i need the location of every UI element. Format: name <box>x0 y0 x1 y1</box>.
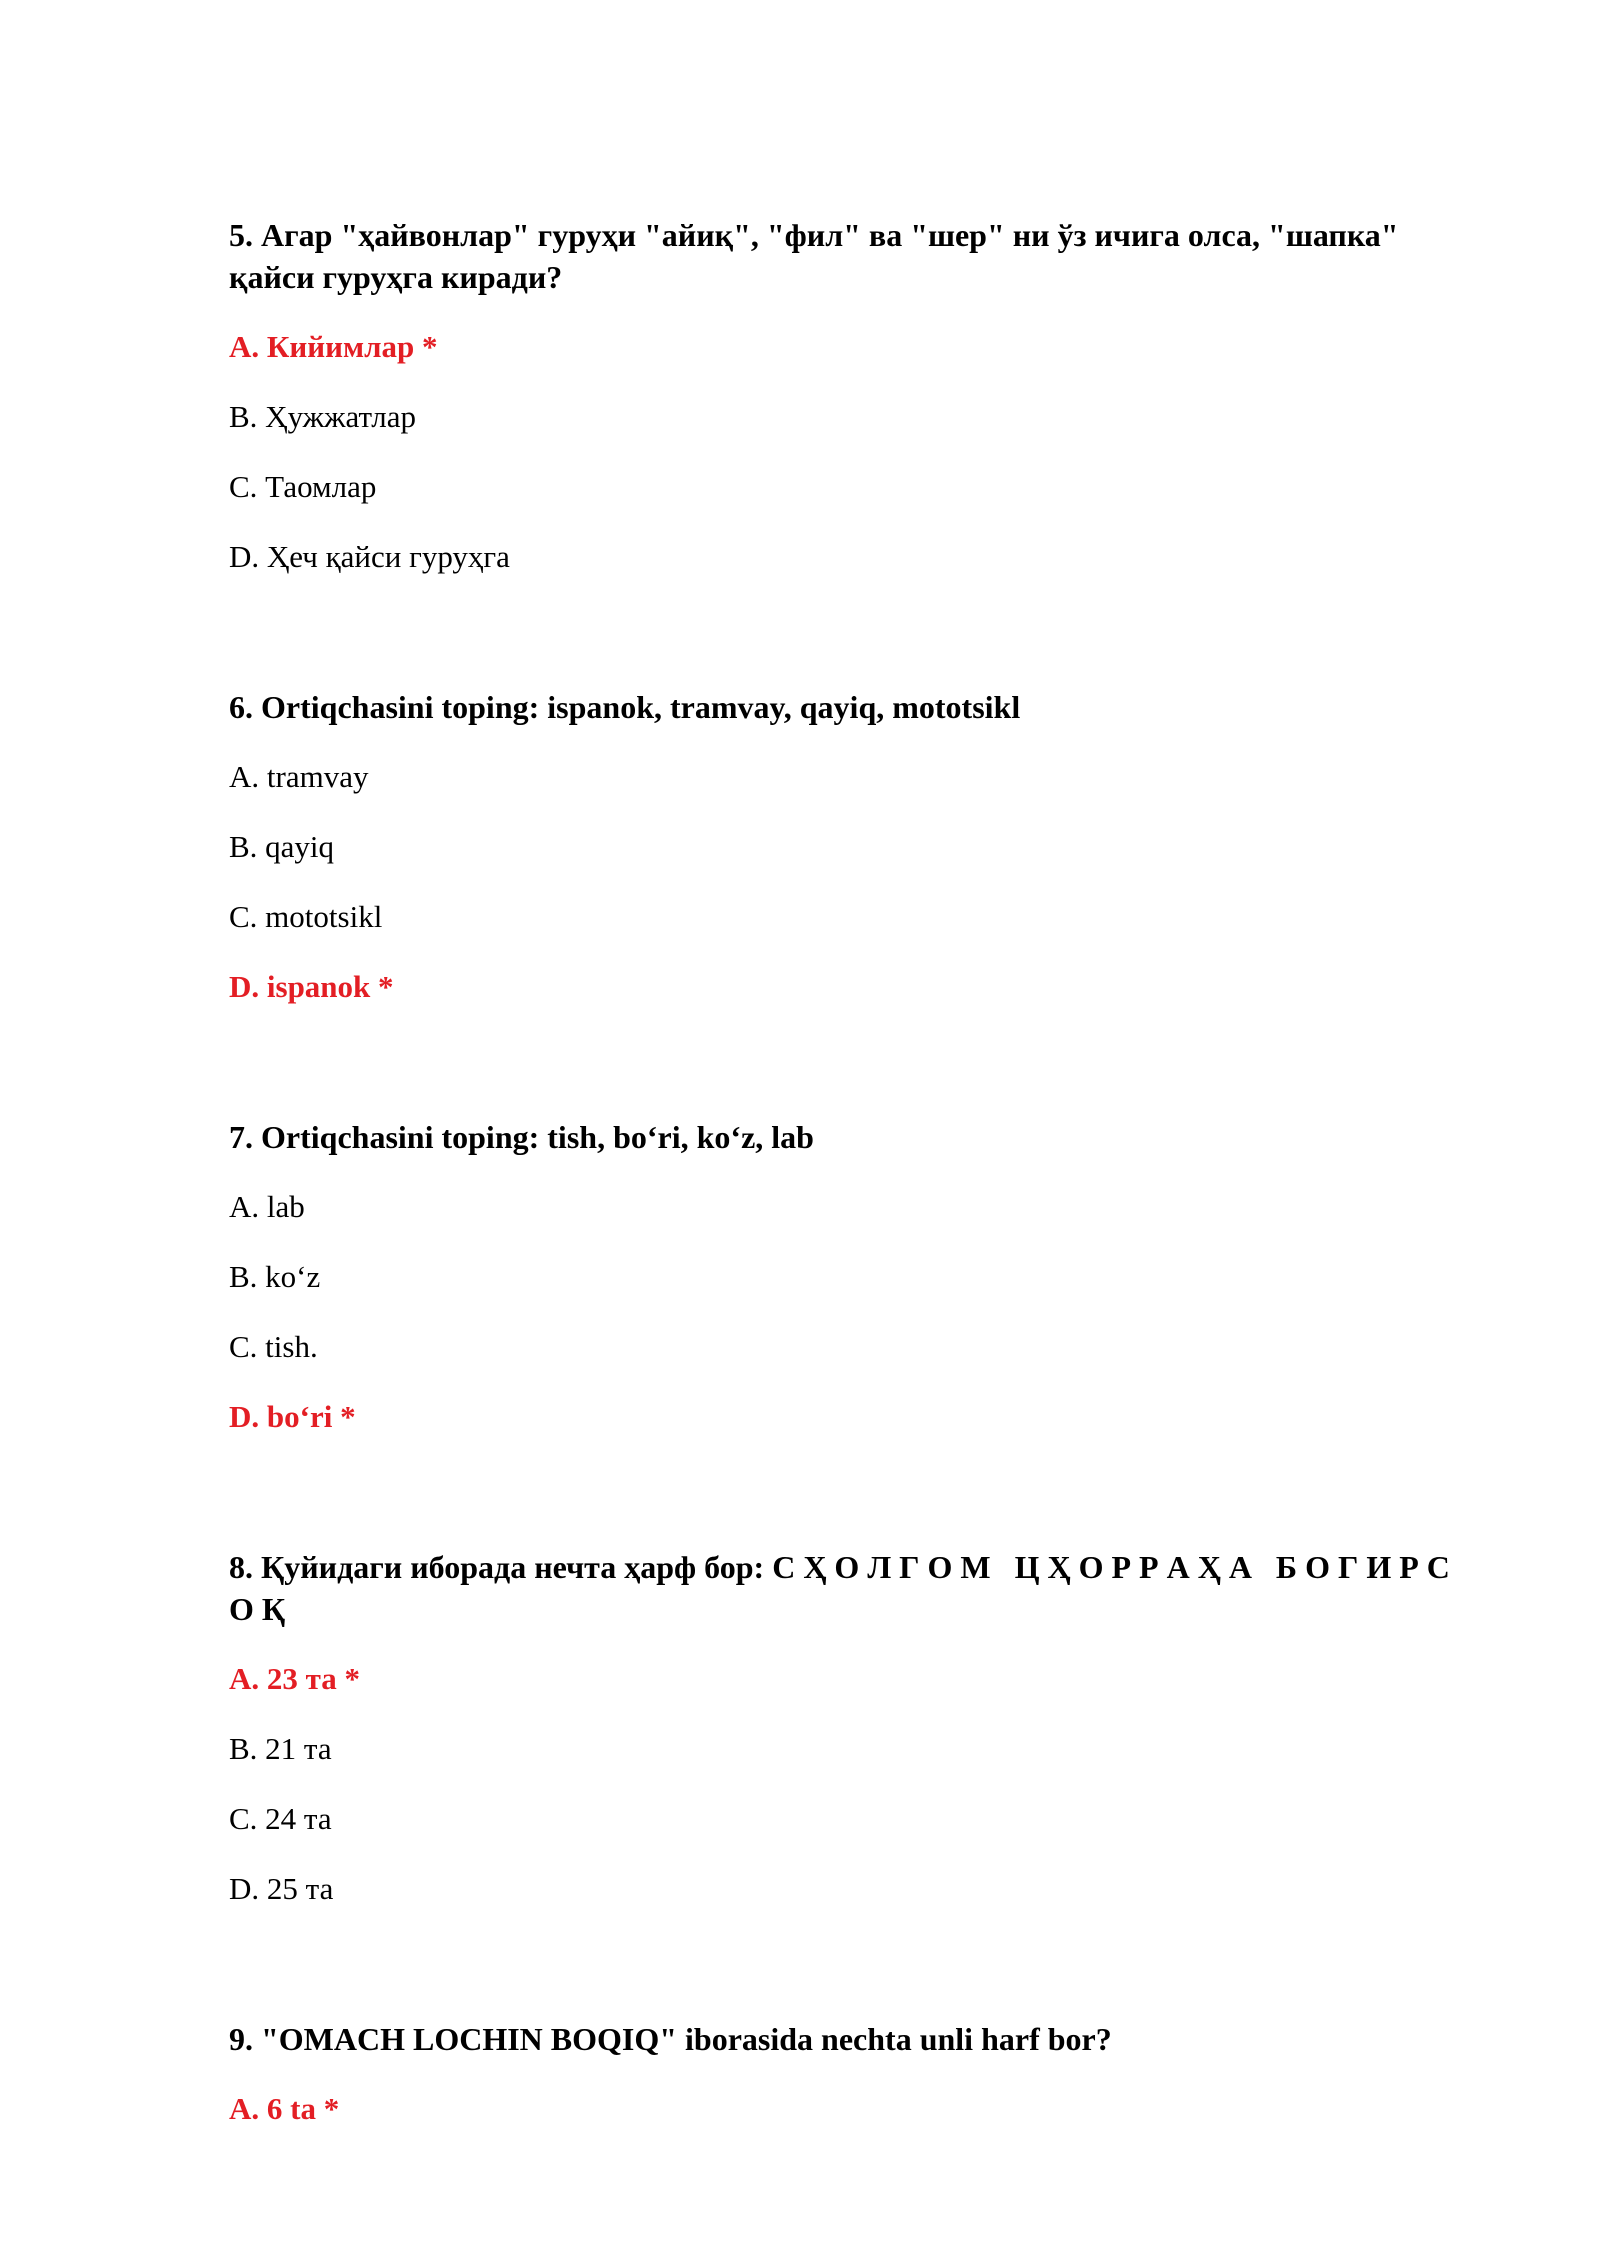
option-a-correct: A. Кийимлар * <box>229 329 438 364</box>
document-page <box>229 214 1479 2238</box>
option-d-correct: D. bo‘ri * <box>229 1399 356 1434</box>
option-b: B. Ҳужжатлар <box>229 399 416 434</box>
question-7 <box>229 1116 1479 1438</box>
option-c: C. tish. <box>229 1329 318 1364</box>
question-text: 8. Қуйидаги иборада нечта ҳарф бор: С Ҳ О Л Г О М Ц Ҳ О Р Р А Ҳ А Б О Г И Р С О Қ <box>229 1549 1458 1627</box>
question-6 <box>229 686 1479 1008</box>
question-5 <box>229 214 1479 578</box>
option-a-correct: A. 23 та * <box>229 1661 360 1696</box>
option-c: C. 24 та <box>229 1801 332 1836</box>
option-b: B. ko‘z <box>229 1259 321 1294</box>
question-text: 9. "OMACH LOCHIN BOQIQ" iborasida nechta unli harf bor? <box>229 2021 1112 2057</box>
option-d: D. Ҳеч қайси гуруҳга <box>229 539 510 574</box>
option-c: C. mototsikl <box>229 899 383 934</box>
option-b: B. qayiq <box>229 829 335 864</box>
option-a: A. tramvay <box>229 759 369 794</box>
option-c: C. Таомлар <box>229 469 377 504</box>
question-text: 6. Ortiqchasini toping: ispanok, tramvay, qayiq, mototsikl <box>229 689 1021 725</box>
option-a: A. lab <box>229 1189 305 1224</box>
question-text: 5. Агар "ҳайвонлар" гуруҳи "айиқ", "фил" ва "шер" ни ўз ичига олса, "шапка" қайси гуруҳга киради? <box>229 217 1399 295</box>
question-9 <box>229 2018 1479 2130</box>
option-b: B. 21 та <box>229 1731 332 1766</box>
option-a-correct: A. 6 ta * <box>229 2091 340 2126</box>
option-d-correct: D. ispanok * <box>229 969 394 1004</box>
question-8 <box>229 1546 1479 1910</box>
option-d: D. 25 та <box>229 1871 334 1906</box>
question-text: 7. Ortiqchasini toping: tish, bo‘ri, ko‘z, lab <box>229 1119 814 1155</box>
